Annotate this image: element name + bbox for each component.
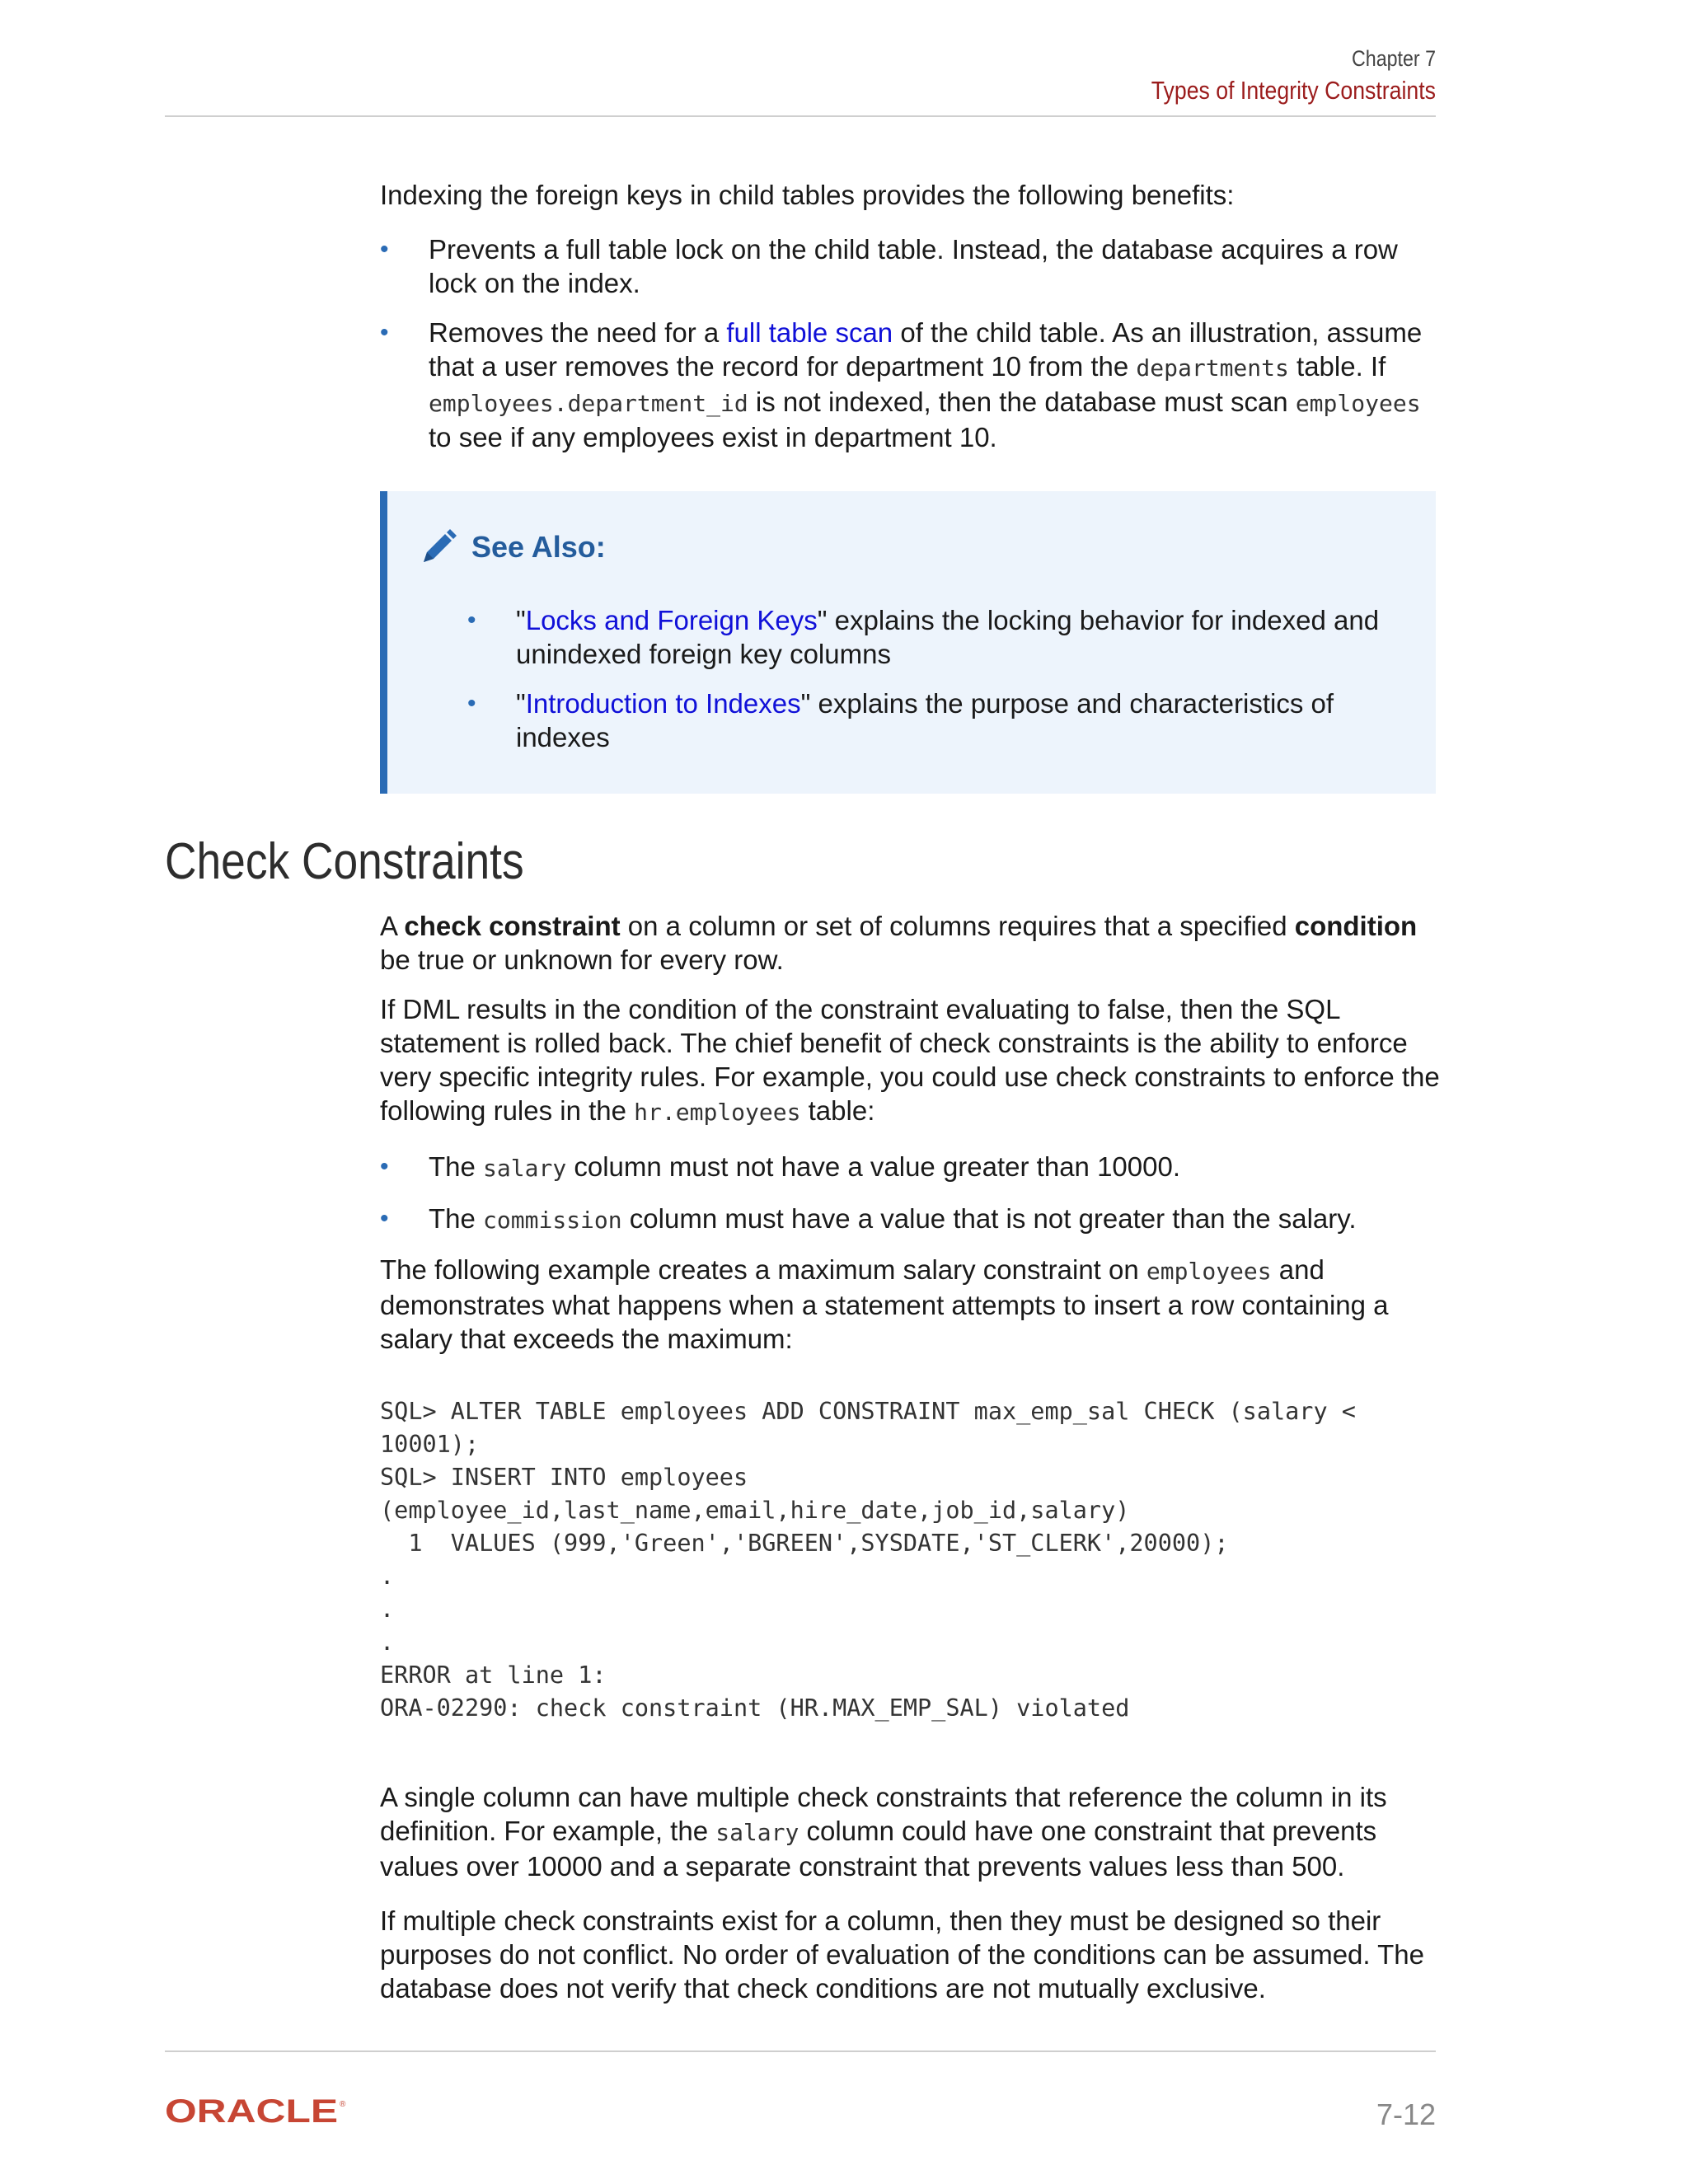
- see-also-list: [467, 603, 1390, 754]
- inline-code: employees.department_id: [429, 390, 748, 417]
- bullet-icon: •: [380, 236, 389, 263]
- inline-code: salary: [715, 1819, 799, 1846]
- inline-code: commission: [483, 1207, 622, 1234]
- header-divider: [165, 115, 1436, 117]
- section-heading: Check Constraints: [165, 833, 524, 890]
- chapter-section-title: Types of Integrity Constraints: [1151, 76, 1436, 105]
- rules-list: [380, 1150, 1443, 1237]
- pencil-icon: [420, 529, 457, 565]
- paragraph: The following example creates a maximum salary constraint on employees and demonstrates what happens when a statement attempts to insert a row containing a salary that exceeds the maximum:: [380, 1254, 1389, 1354]
- benefits-list: [380, 232, 1443, 454]
- see-also-box: [380, 491, 1436, 794]
- inline-code: hr.employees: [634, 1099, 801, 1126]
- svg-text:®: ®: [340, 2100, 346, 2109]
- list-item: • Prevents a full table lock on the child table. Instead, the database acquires a row lock on the index.: [380, 234, 1398, 298]
- bullet-icon: •: [380, 1205, 389, 1232]
- list-item: • "Introduction to Indexes" explains the purpose and characteristics of indexes: [467, 688, 1334, 752]
- introduction-to-indexes-link[interactable]: Introduction to Indexes: [525, 688, 801, 719]
- paragraph: If DML results in the condition of the constraint evaluating to false, then the SQL statement is rolled back. The chief benefit of check constraints is the ability to enforce very specific integrity rules. For example, you could use check constraints to enforce the following rules in the hr.employees table:: [380, 994, 1440, 1126]
- oracle-logo-icon: [165, 2097, 350, 2126]
- see-also-heading: [420, 529, 606, 565]
- footer-divider: [165, 2050, 1436, 2052]
- oracle-logo: [165, 2097, 350, 2130]
- list-item: • The commission column must have a value that is not greater than the salary.: [380, 1203, 1357, 1234]
- inline-code: departments: [1136, 354, 1289, 382]
- closing-paragraphs: [380, 1780, 1443, 2005]
- page-header: [165, 43, 1436, 107]
- list-item: • "Locks and Foreign Keys" explains the locking behavior for indexed and unindexed foreign key columns: [467, 605, 1380, 669]
- full-table-scan-link[interactable]: full table scan: [726, 317, 893, 348]
- inline-code: salary: [483, 1155, 567, 1182]
- see-also-title: See Also:: [471, 530, 606, 564]
- list-item: • The salary column must not have a value greater than 10000.: [380, 1151, 1181, 1182]
- list-item: • Removes the need for a full table scan of the child table. As an illustration, assume that a user removes the record for department 10 from the departments table. If employees.department_id is not indexed, then the database must scan employees to see if any employees exist in department 10.: [380, 317, 1423, 452]
- check-constraints-intro: [380, 909, 1443, 1356]
- bullet-icon: •: [380, 1153, 389, 1180]
- paragraph: A check constraint on a column or set of columns requires that a specified condition be true or unknown for every row.: [380, 911, 1418, 975]
- inline-code: employees: [1146, 1258, 1272, 1285]
- code-block: SQL> ALTER TABLE employees ADD CONSTRAINT max_emp_sal CHECK (salary < 10001); SQL> INSERT INTO employees (employee_id,last_name,email,hire_date,job_id,salary) 1 VALUES (999,'Green','BGREEN',SYSDATE,'ST_CLERK',20000); . . . ERROR at line 1: ORA-02290: check constraint (HR.MAX_EMP_SAL) violated: [380, 1398, 1356, 1722]
- inline-code: employees: [1295, 390, 1421, 417]
- chapter-label: Chapter 7: [1352, 46, 1436, 71]
- bullet-icon: •: [380, 319, 389, 346]
- page-number: 7-12: [1376, 2097, 1436, 2131]
- locks-and-foreign-keys-link[interactable]: Locks and Foreign Keys: [525, 605, 818, 635]
- bullet-icon: •: [467, 607, 476, 634]
- paragraph: If multiple check constraints exist for a column, then they must be designed so their purposes do not conflict. No order of evaluation of the conditions can be assumed. The database does not verify that check conditions are not mutually exclusive.: [380, 1905, 1425, 2004]
- bullet-icon: •: [467, 690, 476, 717]
- benefits-section: [380, 178, 1443, 454]
- paragraph: A single column can have multiple check constraints that reference the column in its definition. For example, the salary column could have one constraint that prevents values over 10000 and a separate constraint that prevents values less than 500.: [380, 1782, 1387, 1882]
- svg-text:ORACLE: ORACLE: [165, 2097, 338, 2126]
- intro-paragraph: Indexing the foreign keys in child tables provides the following benefits:: [380, 180, 1235, 210]
